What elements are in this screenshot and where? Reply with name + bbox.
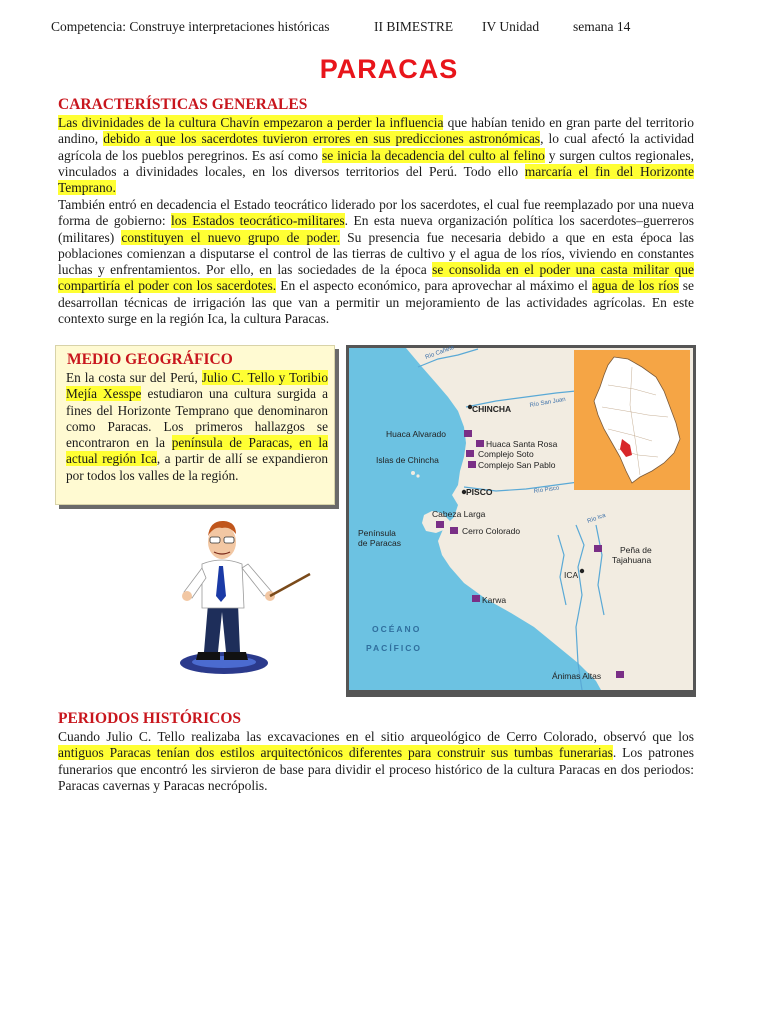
- highlighted-text: Julio C. Tello y Toribio Mejía Xesspe: [66, 370, 328, 402]
- text-run: En la costa sur del Perú,: [66, 370, 202, 385]
- map-island: [416, 474, 419, 477]
- header-unidad: IV Unidad: [482, 19, 540, 34]
- highlighted-text: península de Paracas, en la actual región Ica: [66, 435, 328, 467]
- label-cabeza-larga: Cabeza Larga: [432, 509, 486, 519]
- medio-geografico-text: [66, 370, 328, 484]
- river-ica-label: Río Ica: [586, 512, 607, 525]
- highlighted-text: Las divinidades de la cultura Chavín empezaron a perder la influencia: [58, 115, 444, 130]
- caracteristicas-paragraph-2: [58, 197, 694, 327]
- medio-geografico-box: [55, 345, 335, 505]
- highlighted-text: se inicia la decadencia del culto al felino: [321, 147, 545, 163]
- site-marker-huaca-alvarado: [464, 430, 472, 437]
- label-ica: ICA: [564, 570, 579, 580]
- cartoon-left-shoe: [196, 652, 220, 660]
- cartoon-left-hand: [182, 591, 192, 601]
- site-marker-complejo-soto: [466, 450, 474, 457]
- periodos-paragraph: [58, 729, 694, 794]
- site-marker-karwa: [472, 595, 480, 602]
- label-peninsula-line1: Península: [358, 528, 396, 538]
- river-pisco-label: Río Pisco: [533, 485, 560, 495]
- label-animas-altas: Ánimas Altas: [552, 671, 602, 681]
- label-pena-line2: Tajahuana: [612, 555, 652, 565]
- caracteristicas-heading: CARACTERÍSTICAS GENERALES: [58, 96, 308, 113]
- label-huaca-santa-rosa: Huaca Santa Rosa: [486, 439, 558, 449]
- city-dot-ica: [580, 569, 584, 573]
- label-karwa: Karwa: [482, 595, 507, 605]
- label-islas-chincha: Islas de Chincha: [376, 455, 439, 465]
- text-run: Cuando Julio C. Tello realizaba las excavaciones en el sitio arqueológico de Cerro Colorado, observó que los: [58, 729, 694, 744]
- paracas-map: [346, 345, 696, 697]
- periodos-heading: PERIODOS HISTÓRICOS: [58, 710, 242, 727]
- header-competencia: Competencia: Construye interpretaciones históricas: [51, 19, 330, 34]
- label-complejo-soto: Complejo Soto: [478, 449, 534, 459]
- cartoon-pointer-stick: [270, 574, 310, 596]
- highlighted-text: debido a que los sacerdotes tuvieron errores en sus predicciones astronómicas: [103, 131, 541, 147]
- text-run: que habían tenido en gran parte del territorio andino,: [58, 115, 694, 147]
- river-san-juan-label: Río San Juan: [529, 396, 567, 409]
- site-marker-complejo-san-pablo: [468, 461, 476, 468]
- label-peninsula-line2: de Paracas: [358, 538, 401, 548]
- map-island: [411, 471, 415, 475]
- river-canete-label: Río Cañete: [424, 345, 456, 361]
- label-complejo-san-pablo: Complejo San Pablo: [478, 460, 556, 470]
- label-pisco: PISCO: [466, 487, 493, 497]
- site-marker-pena-tajahuana: [594, 545, 602, 552]
- map-svg: [346, 345, 696, 697]
- label-pacifico: PACÍFICO: [366, 643, 422, 653]
- header-semana: semana 14: [573, 19, 631, 34]
- text-run: En el aspecto económico, para aprovechar al máximo el: [276, 278, 593, 294]
- label-huaca-alvarado: Huaca Alvarado: [386, 429, 447, 439]
- cartoon-glasses-left: [210, 537, 220, 543]
- highlighted-text: marcaría el fin del Horizonte Temprano.: [58, 163, 694, 196]
- label-chincha: CHINCHA: [472, 404, 512, 414]
- site-marker-cabeza-larga: [436, 521, 444, 528]
- cartoon-glasses-right: [224, 537, 234, 543]
- highlighted-text: se consolida en el poder una casta militar que compartiría el poder con los sacerdotes.: [58, 262, 694, 294]
- text-run: . Los patrones funerarios que encontró les sirvieron de base para dividir el proceso histórico de la cultura Paracas en dos periodos: Paracas cavernas y Paracas necrópolis.: [58, 745, 694, 793]
- cartoon-trousers: [204, 604, 240, 652]
- highlighted-text: constituyen el nuevo grupo de poder.: [121, 229, 340, 245]
- caracteristicas-paragraph-1: [58, 115, 694, 196]
- cartoon-right-arm: [242, 564, 272, 596]
- header-bimestre: II BIMESTRE: [374, 19, 454, 34]
- text-run: , a partir de allí se expandieron por todos los valles de la región.: [66, 451, 329, 483]
- page-title: PARACAS: [319, 54, 459, 84]
- inset-peru-map: [574, 350, 690, 490]
- text-run: , lo cual afectó la actividad agrícola de los pueblos peregrinos. Es así como: [58, 131, 694, 163]
- highlighted-text: los Estados teocrático-militares: [171, 213, 345, 229]
- text-run: Su presencia fue necesaria debido a que en esta época las poblaciones comienzan a disputarse el control de las tierras de cultivo y el agua de los ríos, viviendo en constantes luchas y enfrentamientos. Por ello, en las sociedades de la época: [58, 229, 694, 278]
- medio-geografico-heading: MEDIO GEOGRÁFICO: [67, 351, 233, 368]
- teacher-cartoon-illustration: [172, 512, 322, 682]
- label-oceano: OCÉANO: [372, 624, 422, 634]
- site-marker-animas-altas: [616, 671, 624, 678]
- text-run: . En esta nueva organización política los sacerdotes–guerreros (militares): [58, 213, 694, 245]
- text-run: estudiaron una cultura surgida a fines del Horizonte Temprano que denominaron como Paracas. Los primeros hallazgos se encontraron en la: [66, 386, 328, 451]
- text-run: También entró en decadencia el Estado teocrático liderado por los sacerdotes, el cual fue reemplazado por una nueva forma de gobierno:: [58, 197, 694, 229]
- label-pena-line1: Peña de: [620, 545, 652, 555]
- text-run: y surgen cultos regionales, vinculados a divinidades locales, en los diversos territorios del Perú. Todo ello: [58, 147, 694, 179]
- highlighted-text: agua de los ríos: [592, 278, 679, 294]
- cartoon-right-shoe: [224, 652, 248, 660]
- label-cerro-colorado: Cerro Colorado: [462, 526, 521, 536]
- text-run: se desarrollan técnicas de irrigación las que van a permitir un mejoramiento de las actividades agrícolas. En este contexto surge en la región Ica, la cultura Paracas.: [58, 278, 695, 327]
- site-marker-cerro-colorado: [450, 527, 458, 534]
- site-marker-huaca-santa-rosa: [476, 440, 484, 447]
- highlighted-text: antiguos Paracas tenían dos estilos arquitectónicos diferentes para construir sus tumbas funerarias: [58, 745, 613, 761]
